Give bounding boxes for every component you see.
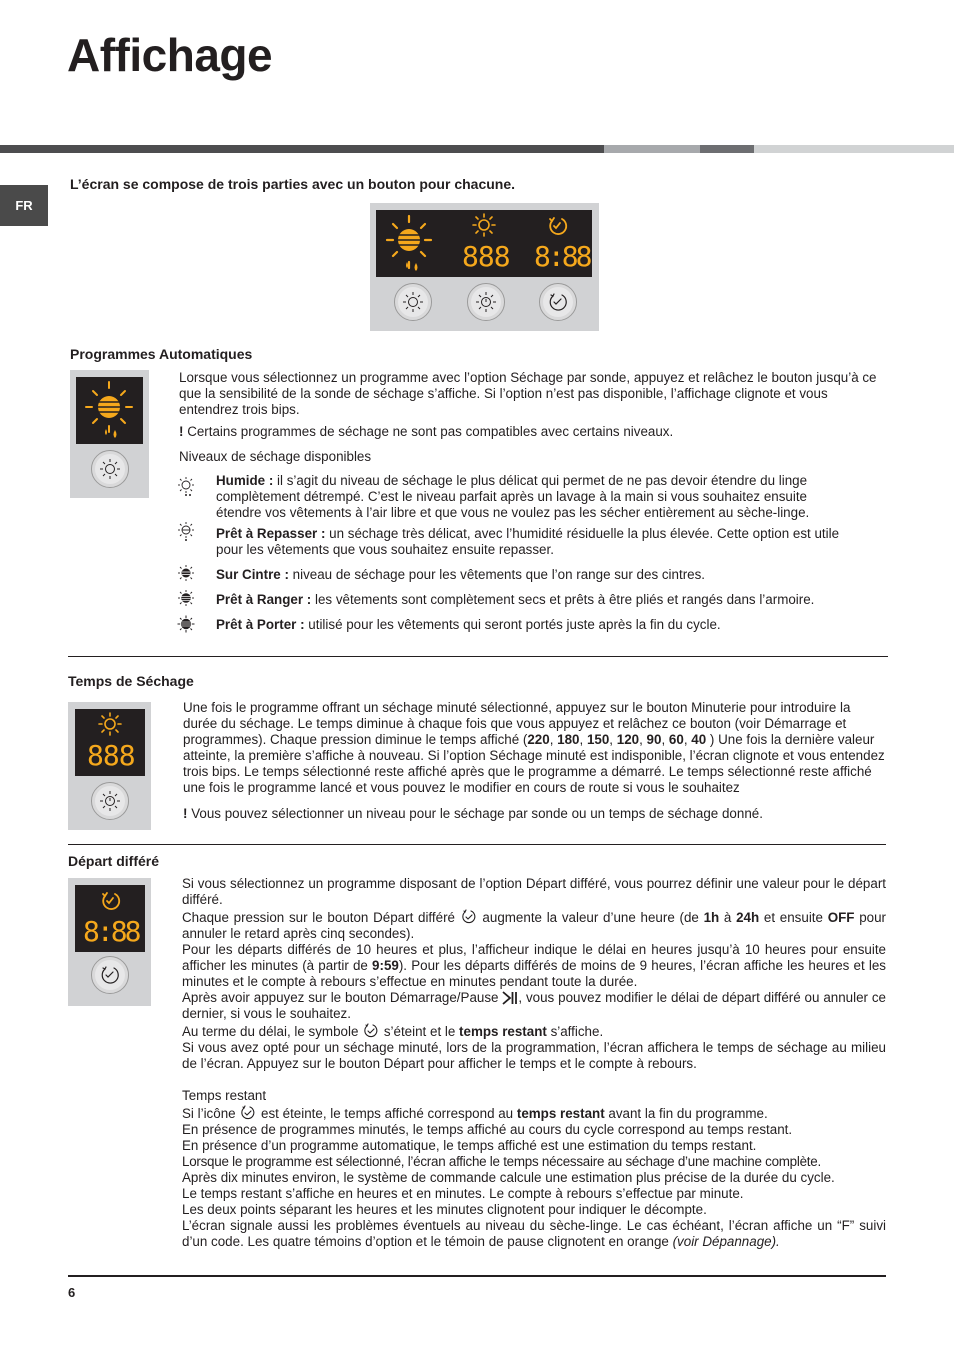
level-name: Humide : (216, 473, 274, 488)
delay-digits: 8:88 (534, 240, 590, 273)
header-bar-mid (700, 145, 754, 153)
time-value: 150 (586, 732, 610, 747)
header-bar-light (604, 145, 700, 153)
delay-text: pour annuler le retard après cinq secondes). (182, 910, 886, 941)
level-item-humide (216, 473, 836, 521)
time-value: 60 (668, 732, 684, 747)
cupboard-level-icon (176, 588, 198, 610)
time-para1: Une fois le programme offrant un séchage minuté sélectionné, appuyez sur le bouton Minuterie pour introduire la durée du séchage. Le temps diminue à chaque fois que vous appuyez et relâchez ce bouton (voir Démarrage et programmes). Chaque pression diminue le temps affiché (220, 180, 150, 120, 90, 60, 40 ) Une fois la dernière valeur atteinte, la première s’affiche à nouveau. Si l’option Séchage minuté est indisponible, l’écran clignote et vous entendez trois bips. Le temps sélectionné reste affiché après que le programme a démarré. Le temps sélectionné reste affiché une fois le programme lancé et vous pouvez le modifier en cours de route si vous le souhaitez (183, 700, 885, 795)
note-text: Certains programmes de séchage ne sont pas compatibles avec certains niveaux. (183, 424, 674, 439)
note-mark: ! (183, 806, 188, 821)
wear-level-icon (176, 614, 198, 636)
footer-divider (68, 1275, 886, 1277)
header-bar-pale (754, 145, 954, 153)
level-name: Prêt à Repasser : (216, 526, 326, 541)
delay-panel (68, 878, 151, 1006)
level-item-porter (216, 617, 876, 633)
delay-value: 9:59 (372, 958, 399, 973)
levels-title: Niveaux de séchage disponibles (179, 449, 372, 464)
sun-icon (395, 284, 431, 320)
time-value: 180 (557, 732, 580, 747)
divider (68, 656, 888, 657)
sun-drying-icon (76, 377, 143, 444)
time-text-b: ) Une fois la dernière valeur atteinte, la première s’affiche à nouveau. Si l’option Séchage minuté est indisponible, l’écran clignote et vous entendez trois bips. Le temps sélectionné reste affiché après que le programme a démarré. Le temps sélectionné reste affiché une fois le programme lancé et vous pouvez le modifier en cours de route si vous le souhaitez (183, 732, 885, 795)
remaining-text: L’écran signale aussi les problèmes éventuels au niveau du sèche-linge. Le cas échéant, l’écran affiche un “F” suivi d’un code. Les quatre témoins d’option et le témoin de pause clignotent en orange (182, 1218, 886, 1249)
time-paragraph (183, 700, 885, 822)
delay-text: Après avoir appuyez sur le bouton Démarrage/Pause (182, 990, 503, 1005)
remaining-para4: Lorsque le programme est sélectionné, l’écran affiche le temps nécessaire au séchage d’une machine complète. (182, 1154, 821, 1169)
remaining-para6: Le temps restant s’affiche en heures et en minutes. Le compte à rebours s’effectue par minute. (182, 1186, 744, 1201)
level-name: Sur Cintre : (216, 567, 289, 582)
remaining-para7: Les deux points séparant les heures et les minutes clignotent pour indiquer le décompte. (182, 1202, 707, 1217)
delay-text: , vous pouvez modifier le délai de départ différé ou annuler ce dernier, si vous le souhaitez. (182, 990, 887, 1021)
delay-para5 (182, 1022, 886, 1040)
humid-level-icon (176, 475, 198, 497)
delay-paragraph (182, 876, 886, 1250)
delay-bold: temps restant (459, 1024, 547, 1039)
delay-value: 1h (703, 910, 720, 925)
remaining-text: est éteinte, le temps affiché correspond au (257, 1106, 517, 1121)
delay-para6: Si vous avez opté pour un séchage minuté, lors de la programmation, l’écran affichera le temps de séchage au milieu de l’écran. Appuyez sur le bouton Départ pour afficher le temps et le compte à rebours. (182, 1040, 886, 1071)
drying-level-button[interactable] (394, 283, 432, 321)
auto-para1: Lorsque vous sélectionnez un programme avec l’option Séchage par sonde, appuyez et relâchez le bouton jusqu’à ce que la sensibilité de la sonde de séchage s’affiche. Si l’option n’est pas disponible, l’affichage clignote et vous entendrez trois bips. (179, 370, 877, 417)
delay-clock-icon (362, 1022, 380, 1040)
delay-text: à (719, 910, 737, 925)
time-panel (68, 702, 151, 830)
auto-note (179, 424, 885, 440)
section-title-delay: Départ différé (68, 853, 160, 869)
remaining-bold: temps restant (516, 1106, 605, 1121)
auto-paragraph (179, 370, 885, 465)
timer-sun-icon (468, 284, 504, 320)
delay-clock-icon (239, 1104, 257, 1122)
timer-button[interactable] (467, 283, 505, 321)
remaining-para1 (182, 1104, 886, 1122)
delay-text: s’éteint et le (380, 1024, 460, 1039)
delay-start-button[interactable] (539, 283, 577, 321)
level-desc: utilisé pour les vêtements qui seront portés juste après la fin du cycle. (304, 617, 721, 632)
sun-icon (92, 451, 128, 487)
delay-start-button[interactable] (91, 956, 129, 994)
section-title-time: Temps de Séchage (68, 673, 194, 689)
level-desc: il s’agit du niveau de séchage le plus délicat qui permet de ne pas devoir étendre du linge complètement détrempé. C’est le niveau parfait après un lavage à la main si vous souhaitez ensuite étendre vos vêtements à l’air libre et que vous ne voulez pas les sécher entièrement au sèche-linge. (216, 473, 810, 520)
lcd-screen (376, 210, 592, 277)
note-mark: ! (179, 424, 184, 439)
delay-text: s’affiche. (546, 1024, 604, 1039)
divider (68, 844, 886, 845)
section-title-auto: Programmes Automatiques (70, 346, 253, 362)
level-item-cintre (216, 567, 876, 583)
delay-lcd (75, 885, 145, 952)
auto-lcd (76, 377, 143, 444)
display-panel (370, 203, 599, 331)
time-text-a: Une fois le programme offrant un séchage minuté sélectionné, appuyez sur le bouton Minuterie pour introduire la durée du séchage. Le temps diminue à chaque fois que vous appuyez et relâchez ce bouton (voir Démarrage et programmes). Chaque pression diminue le temps affiché ( (183, 700, 851, 747)
delay-para2 (182, 908, 886, 942)
remaining-para3: En présence d’un programme automatique, le temps affiché est une estimation du temps restant. (182, 1138, 757, 1153)
time-value: 120 (616, 732, 640, 747)
level-item-repasser (216, 526, 846, 558)
delay-text: Pour les départs différés de 10 heures et plus, l’afficheur indique le délai en heures jusqu’à 10 heures pour ensuite afficher les minutes (à partir de (182, 942, 886, 973)
troubleshooting-ref: (voir Dépannage). (672, 1234, 780, 1249)
delay-text: ). Pour les départs différés de moins de 9 heures, l’écran affiche les heures et les minutes et le compte à rebours s’effectue en minutes pendant toute la durée. (182, 958, 886, 989)
timer-sun-icon (92, 783, 128, 819)
delay-clock-icon (460, 908, 478, 926)
timer-button[interactable] (91, 782, 129, 820)
remaining-title: Temps restant (182, 1088, 267, 1103)
delay-para1: Si vous sélectionnez un programme disposant de l’option Départ différé, vous pourrez définir une valeur pour le départ différé. (182, 876, 886, 907)
auto-panel (70, 370, 149, 498)
time-digits: 888 (87, 739, 135, 772)
time-note (183, 806, 885, 822)
drying-level-button[interactable] (91, 450, 129, 488)
delay-text: augmente la valeur d’une heure (de (477, 910, 704, 925)
page-number: 6 (68, 1285, 76, 1300)
remaining-para2: En présence de programmes minutés, le temps affiché au cours du cycle correspond au temps restant. (182, 1122, 793, 1137)
header-bar-dark (0, 145, 604, 153)
level-desc: niveau de séchage pour les vêtements que l’on range sur des cintres. (288, 567, 706, 582)
delay-value: 24h (736, 910, 760, 925)
time-value: 90 (646, 732, 662, 747)
delay-digits: 8:88 (83, 915, 139, 948)
remaining-para8 (182, 1218, 886, 1250)
note-text: Vous pouvez sélectionner un niveau pour le séchage par sonde ou un temps de séchage donné. (187, 806, 763, 821)
level-name: Prêt à Ranger : (216, 592, 312, 607)
delay-para3 (182, 942, 886, 990)
iron-level-icon (176, 520, 198, 542)
start-pause-icon (502, 990, 518, 1006)
remaining-text: Si l’icône (182, 1106, 240, 1121)
time-value: 40 (691, 732, 707, 747)
level-item-ranger (216, 592, 876, 608)
delay-clock-icon (540, 284, 576, 320)
delay-text: Chaque pression sur le bouton Départ différé (182, 910, 460, 925)
timer-digits: 888 (462, 240, 510, 273)
time-value: 220 (527, 732, 550, 747)
delay-para4 (182, 990, 886, 1022)
delay-text: Au terme du délai, le symbole (182, 1024, 363, 1039)
intro-text: L’écran se compose de trois parties avec un bouton pour chacune. (70, 176, 516, 192)
level-desc: un séchage très délicat, avec l’humidité résiduelle la plus élevée. Cette option est utile pour les vêtements que vous souhaitez ensuite repasser. (216, 526, 840, 557)
remaining-para5: Après dix minutes environ, le système de commande calcule une estimation plus précise de la durée du cycle. (182, 1170, 835, 1185)
language-tab: FR (0, 185, 48, 226)
hanger-level-icon (176, 563, 198, 585)
delay-text: et ensuite (759, 910, 828, 925)
page-title: Affichage (67, 29, 273, 81)
level-desc: les vêtements sont complètement secs et prêts à être pliés et rangés dans l’armoire. (311, 592, 815, 607)
time-lcd (75, 709, 145, 776)
level-name: Prêt à Porter : (216, 617, 305, 632)
delay-value: OFF (827, 910, 855, 925)
delay-clock-icon (92, 957, 128, 993)
remaining-text: avant la fin du programme. (604, 1106, 768, 1121)
